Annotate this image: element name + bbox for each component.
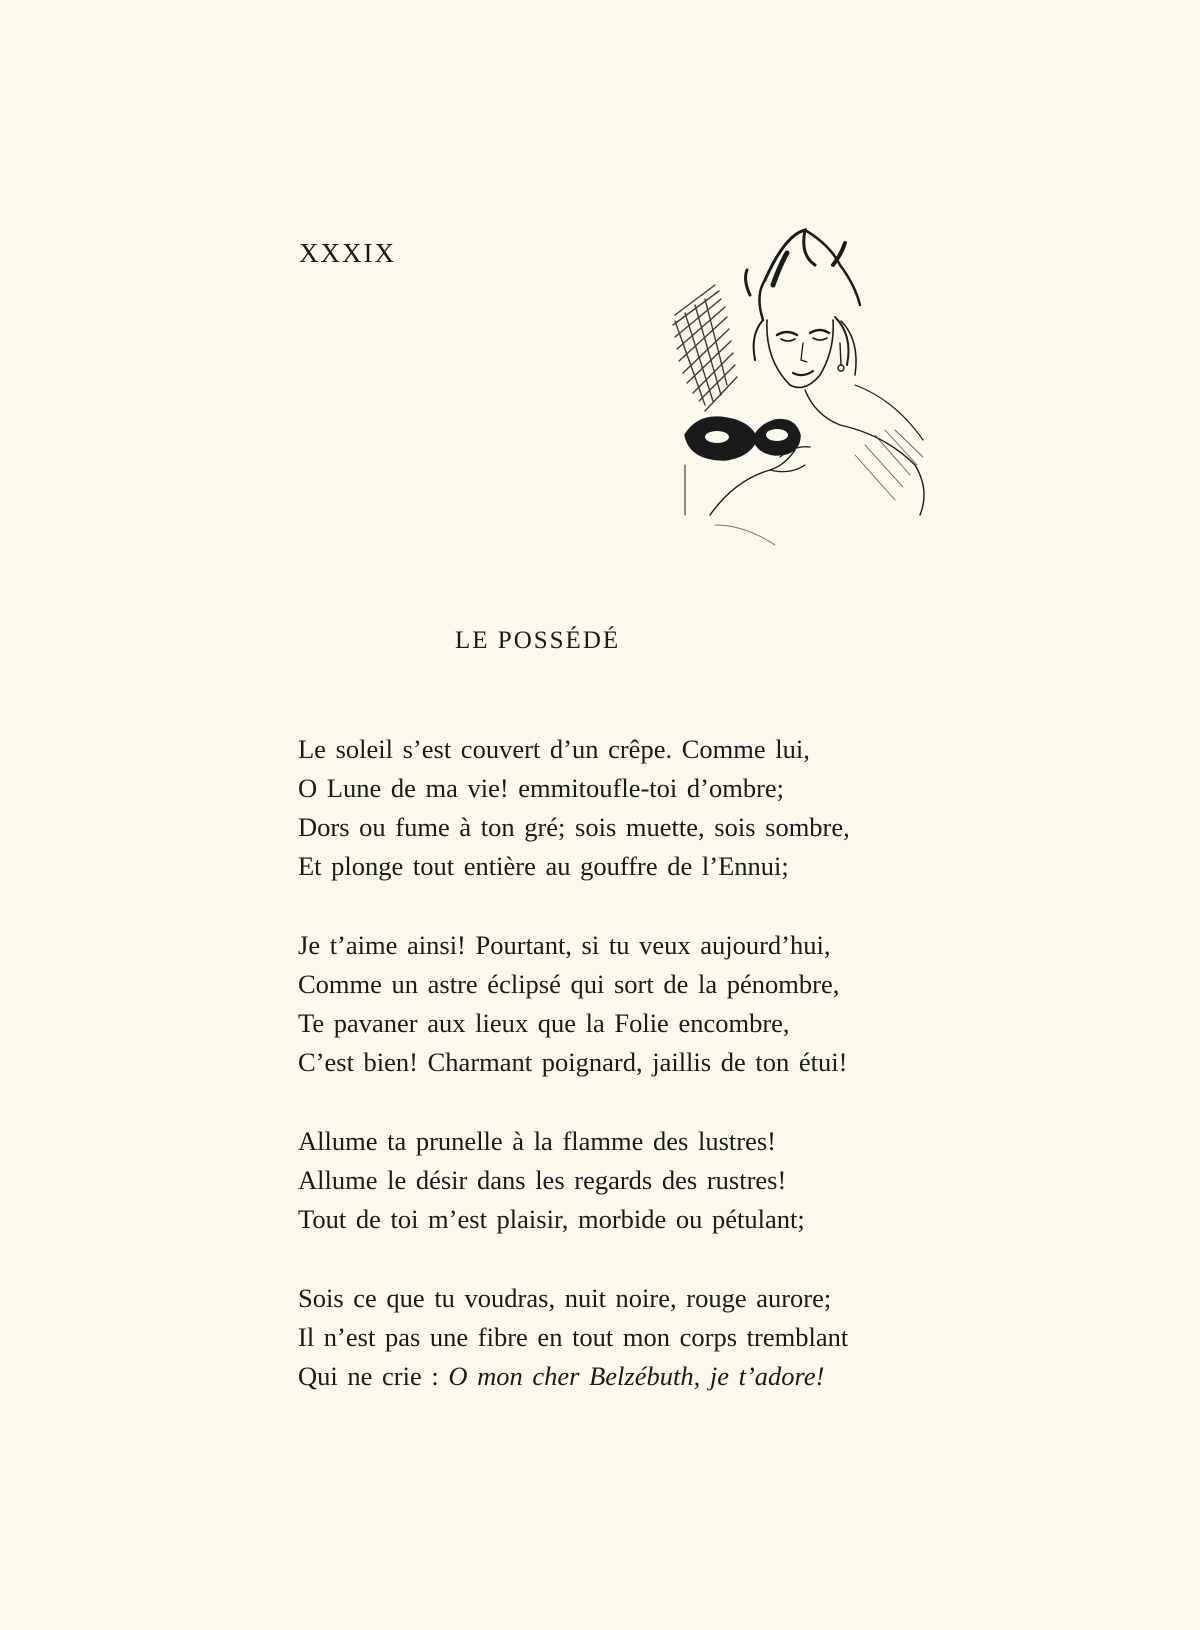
poem-title: LE POSSÉDÉ xyxy=(455,627,621,654)
poem-line: Et plonge tout entière au gouffre de l’Ennui; xyxy=(298,851,789,881)
poem-line: Allume ta prunelle à la flamme des lustres! xyxy=(298,1126,776,1156)
poem-line: Allume le désir dans les regards des rustres! xyxy=(298,1165,787,1195)
poem-line: Dors ou fume à ton gré; sois muette, sois sombre, xyxy=(298,812,850,842)
poem-line: Comme un astre éclipsé qui sort de la pénombre, xyxy=(298,969,840,999)
poem-number: XXXIX xyxy=(299,238,396,268)
stanza-2 xyxy=(298,926,1018,1082)
poem-line: Je t’aime ainsi! Pourtant, si tu veux aujourd’hui, xyxy=(298,930,831,960)
stanza-1 xyxy=(298,730,1018,886)
poem-body xyxy=(298,730,1018,1436)
poem-line: Te pavaner aux lieux que la Folie encombre, xyxy=(298,1008,790,1038)
poem-line: C’est bien! Charmant poignard, jaillis de ton étui! xyxy=(298,1047,848,1077)
poem-line: Il n’est pas une fibre en tout mon corps tremblant xyxy=(298,1322,849,1352)
poem-line: O Lune de ma vie! emmitoufle-toi d’ombre; xyxy=(298,773,785,803)
poem-line: Sois ce que tu voudras, nuit noire, rouge aurore; xyxy=(298,1283,832,1313)
stanza-4 xyxy=(298,1279,1018,1396)
poem-line: Le soleil s’est couvert d’un crêpe. Comme lui, xyxy=(298,734,810,764)
poem-final-line xyxy=(298,1357,1018,1396)
final-line-prefix: Qui ne crie : xyxy=(298,1361,449,1391)
poem-line: Tout de toi m’est plaisir, morbide ou pétulant; xyxy=(298,1204,805,1234)
stanza-3 xyxy=(298,1122,1018,1239)
engraving-woman-with-mask-icon xyxy=(655,225,975,555)
final-line-italic: O mon cher Belzébuth, je t’adore! xyxy=(448,1361,825,1391)
